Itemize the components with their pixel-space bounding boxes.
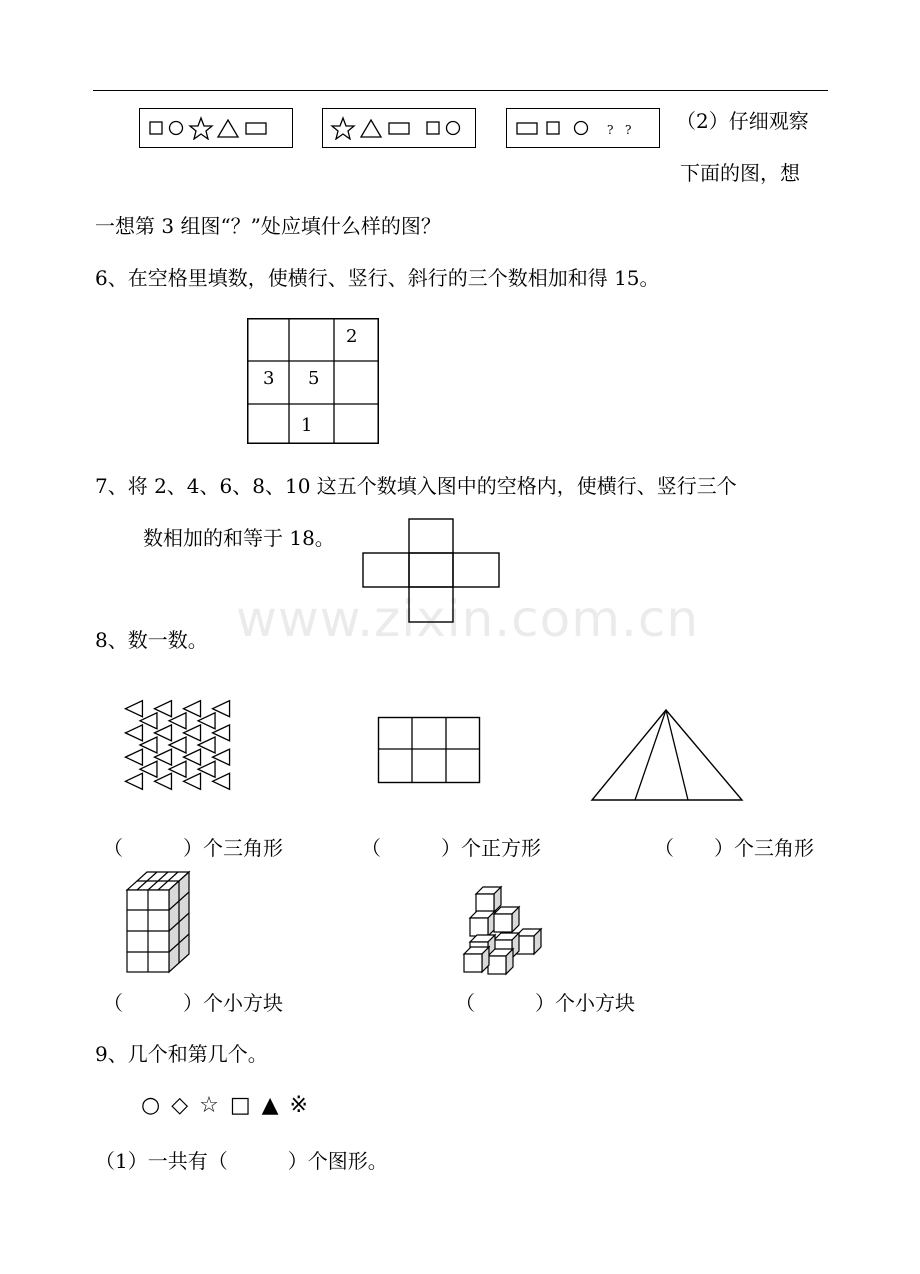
q5-text-c: 一想第 3 组图“？”处应填什么样的图？ bbox=[95, 214, 441, 238]
cube-face bbox=[488, 956, 506, 974]
cube-face bbox=[494, 914, 512, 932]
grid-cell-r1c3: 2 bbox=[346, 326, 358, 347]
cube-face bbox=[464, 954, 482, 972]
cube-face bbox=[470, 918, 488, 936]
shape-group-3-icons bbox=[513, 116, 653, 140]
answer-triangles-2: （ ）个三角形 bbox=[654, 836, 814, 860]
shape-group-1-icons bbox=[146, 116, 286, 140]
answer-squares: （ ）个正方形 bbox=[361, 836, 541, 860]
answer-cubes-1: （ ）个小方块 bbox=[103, 991, 283, 1015]
grid-cell-r2c1: 3 bbox=[263, 368, 275, 389]
square-grid-figure bbox=[377, 716, 481, 784]
q5-text-a: （2）仔细观察 bbox=[676, 109, 809, 133]
small-triangle bbox=[125, 773, 142, 789]
shape-group-2-icons bbox=[329, 116, 469, 140]
unknown-mark-1: ? bbox=[607, 123, 614, 137]
q7-question-b: 数相加的和等于 18。 bbox=[143, 526, 335, 550]
split-triangle-figure bbox=[590, 708, 746, 804]
shape-group-1 bbox=[139, 108, 293, 148]
grid-cell-r2c2: 5 bbox=[308, 368, 320, 389]
q9-question: 9、几个和第几个。 bbox=[95, 1042, 268, 1066]
unknown-mark-2: ? bbox=[625, 123, 632, 137]
watermark: www.zixin.com.cn bbox=[236, 590, 700, 648]
small-triangle bbox=[125, 725, 142, 741]
shape-group-2 bbox=[322, 108, 476, 148]
cube-pyramid-figure bbox=[460, 884, 548, 976]
answer-cubes-2: （ ）个小方块 bbox=[455, 991, 635, 1015]
grid-cell-r3c2: 1 bbox=[301, 415, 313, 436]
q7-question-a: 7、将 2、4、6、8、10 这五个数填入图中的空格内，使横行、竖行三个 bbox=[95, 474, 737, 498]
shape-group-3 bbox=[506, 108, 660, 148]
q5-text-b: 下面的图，想 bbox=[680, 161, 800, 185]
small-triangle bbox=[125, 701, 142, 717]
cube-tower-figure bbox=[124, 870, 194, 976]
small-triangle bbox=[125, 749, 142, 765]
cube-face bbox=[476, 894, 494, 912]
q6-question: 6、在空格里填数，使横行、竖行、斜行的三个数相加和得 15。 bbox=[95, 266, 660, 290]
top-rule bbox=[93, 90, 828, 91]
symbol-row: ○ ◇ ☆ □ ▲ ※ bbox=[141, 1093, 310, 1118]
q8-question: 8、数一数。 bbox=[95, 628, 208, 652]
magic-square-grid bbox=[247, 318, 379, 444]
triangle-diamond-figure bbox=[96, 665, 266, 830]
answer-triangles-1: （ ）个三角形 bbox=[103, 836, 283, 860]
q9-sub1: （1）一共有（ ）个图形。 bbox=[95, 1149, 388, 1173]
